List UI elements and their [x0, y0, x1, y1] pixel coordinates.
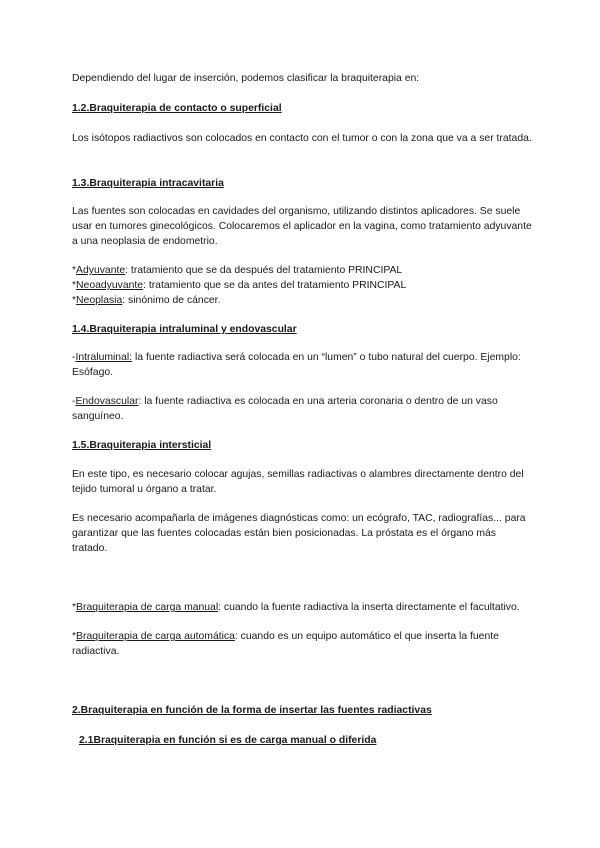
carga-automatica-paragraph: *Braquiterapia de carga automática: cuando es un equipo automático el que inserta la fuente radiactiva. [72, 631, 499, 657]
term-neoplasia: Neoplasia [76, 295, 123, 306]
term-carga-manual: Braquiterapia de carga manual [76, 602, 219, 613]
definition-neoplasia: *Neoplasia: sinónimo de cáncer. [72, 295, 221, 306]
section-1-4-heading: 1.4.Braquiterapia intraluminal y endovascular [72, 324, 297, 335]
endovascular-paragraph: -Endovascular: la fuente radiactiva es colocada en una arteria coronaria o dentro de un vaso sanguíneo. [72, 396, 498, 422]
intraluminal-paragraph: -Intraluminal: la fuente radiactiva será colocada en un “lumen” o tubo natural del cuerpo. Ejemplo: Esófago. [72, 352, 521, 378]
definition-neoadyuvante: *Neoadyuvante: tratamiento que se da antes del tratamiento PRINCIPAL [72, 280, 407, 291]
section-1-2-heading: 1.2.Braquiterapia de contacto o superficial [72, 103, 282, 114]
section-1-2-body: Los isótopos radiactivos son colocados en contacto con el tumor o con la zona que va a ser tratada. [72, 133, 532, 144]
section-1-3-heading: 1.3.Braquiterapia intracavitaria [72, 178, 224, 189]
section-2-1-heading: 2.1Braquiterapia en función si es de carga manual o diferida [79, 735, 377, 746]
intro-paragraph: Dependiendo del lugar de inserción, podemos clasificar la braquiterapia en: [72, 73, 420, 84]
section-1-5-body-1: En este tipo, es necesario colocar agujas, semillas radiactivas o alambres directamente dentro del tejido tumoral u órgano a tratar. [72, 469, 524, 495]
carga-manual-paragraph: *Braquiterapia de carga manual: cuando la fuente radiactiva la inserta directamente el facultativo. [72, 602, 520, 613]
section-1-5-body-2: Es necesario acompañarla de imágenes diagnósticas como: un ecógrafo, TAC, radiografías... para garantizar que las fuentes colocadas están bien posicionadas. La próstata es el órgano más tratado. [72, 513, 526, 554]
section-1-5-heading: 1.5.Braquiterapia intersticial [72, 440, 212, 451]
section-2-heading: 2.Braquiterapia en función de la forma de insertar las fuentes radiactivas [72, 705, 432, 716]
term-neoadyuvante: Neoadyuvante [76, 280, 144, 291]
term-carga-automatica: Braquiterapia de carga automática [76, 631, 235, 642]
term-intraluminal: Intraluminal: [75, 352, 133, 363]
term-adyuvante: Adyuvante [76, 265, 126, 276]
section-1-3-body: Las fuentes son colocadas en cavidades del organismo, utilizando distintos aplicadores. Se suele usar en tumores ginecológicos. Colocaremos el aplicador en la vagina, como tratamiento adyuvante a una neoplasia de endometrio. [72, 206, 532, 247]
term-endovascular: Endovascular [75, 396, 139, 407]
definition-adyuvante: *Adyuvante: tratamiento que se da después del tratamiento PRINCIPAL [72, 265, 403, 276]
